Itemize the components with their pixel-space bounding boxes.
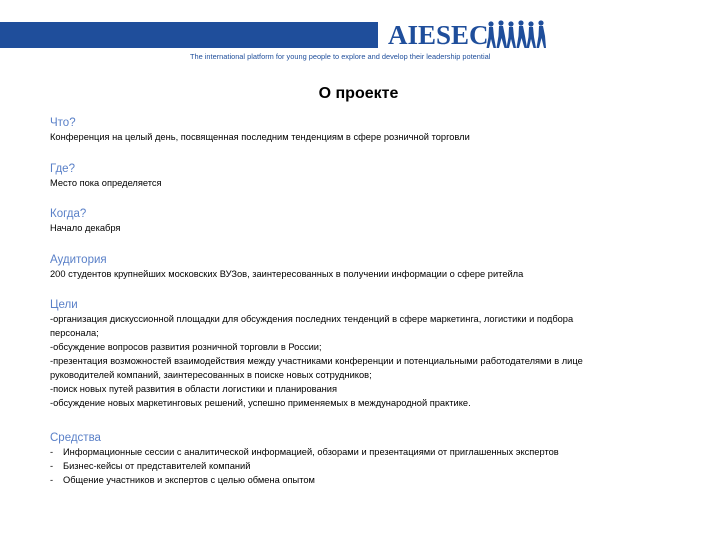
list-item: - Общение участников и экспертов с целью обмена опытом: [50, 475, 315, 485]
section-goals: [50, 298, 700, 410]
section-tools: [50, 431, 700, 487]
page-title: О проекте: [318, 85, 399, 102]
section-what: [50, 116, 700, 144]
section-when: [50, 207, 700, 235]
section-text: Начало декабря: [50, 223, 121, 233]
section-heading: Когда?: [50, 208, 87, 220]
goal-line: -обсуждение новых маркетинговых решений, успешно применяемых в международной практике.: [50, 398, 471, 408]
goal-line: -обсуждение вопросов развития розничной торговли в России;: [50, 342, 322, 352]
section-heading: Средства: [50, 432, 101, 444]
section-heading: Что?: [50, 117, 76, 129]
list-item: - Информационные сессии с аналитической информацией, обзорами и презентациями от приглашенных экспертов: [50, 447, 559, 457]
goal-line: -организация дискуссионной площадки для обсуждения последних тенденций в сфере маркетинга, логистики и подбора: [50, 314, 574, 324]
section-heading: Цели: [50, 299, 78, 311]
aiesec-logo: AIESEC: [388, 20, 489, 50]
goal-line: -поиск новых путей развития в области логистики и планирования: [50, 384, 337, 394]
goal-line: персонала;: [50, 328, 99, 338]
section-text: Место пока определяется: [50, 178, 162, 188]
section-text: Конференция на целый день, посвященная последним тенденциям в сфере розничной торговли: [50, 132, 470, 142]
section-text: 200 студентов крупнейших московских ВУЗов, заинтересованных в получении информации о сфере ритейла: [50, 269, 524, 279]
section-audience: [50, 253, 700, 281]
people-figures-icon: [486, 18, 546, 50]
goal-line: руководителей компаний, заинтересованных в поиске новых сотрудников;: [50, 370, 372, 380]
section-heading: Где?: [50, 163, 75, 175]
section-heading: Аудитория: [50, 254, 107, 266]
list-item: - Бизнес-кейсы от представителей компаний: [50, 461, 251, 471]
tagline: The international platform for young people to explore and develop their leadership potential: [190, 52, 491, 61]
section-where: [50, 162, 700, 190]
goal-line: -презентация возможностей взаимодействия между участниками конференции и потенциальными работодателями в лице: [50, 356, 583, 366]
